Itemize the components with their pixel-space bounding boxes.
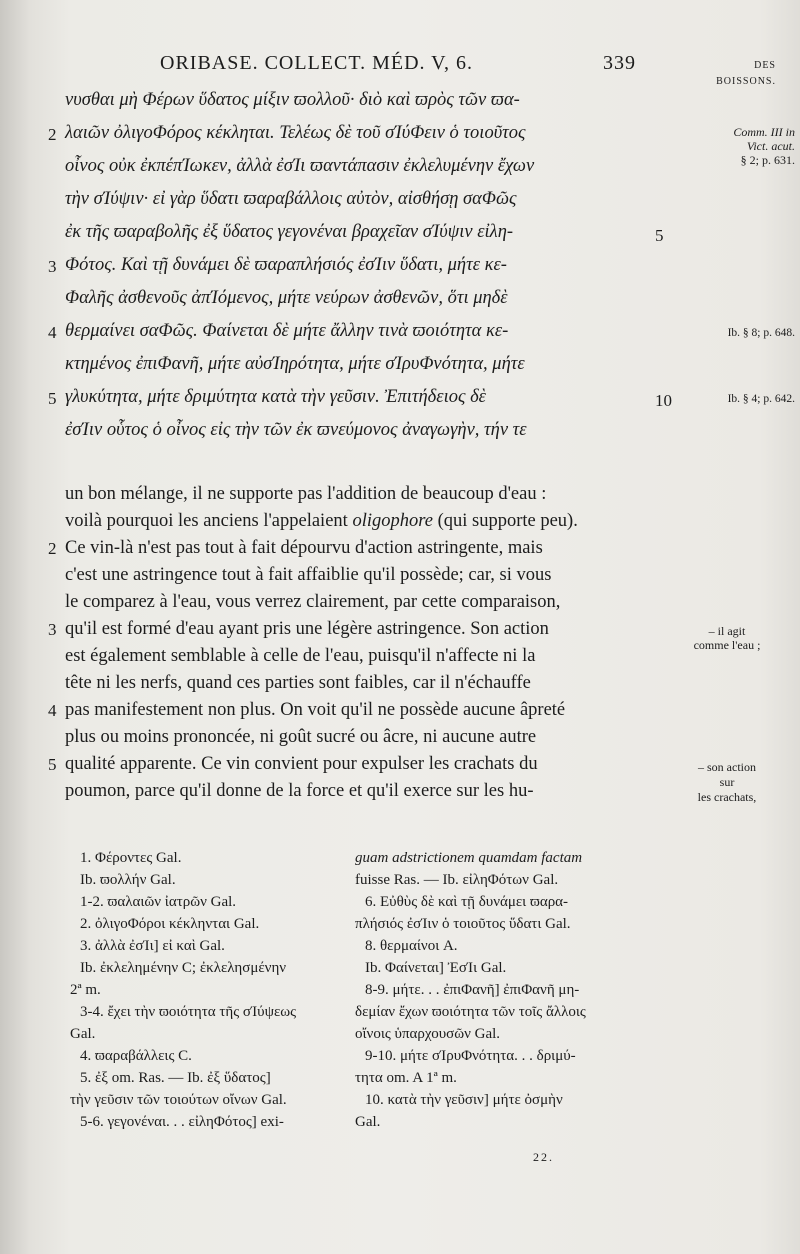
footnote-line: τητα om. A 1ª m. — [355, 1070, 457, 1086]
margin-reference: Comm. III in — [733, 125, 795, 139]
footnote-line: 1-2. ϖαλαιῶν ἰατρῶν Gal. — [80, 894, 237, 910]
greek-line: Φαλῆς ἀσθενοῦς ἀπΊόμενος, μήτε νεύρων ἀσθενῶν, ὅτι μηδὲ — [65, 288, 508, 308]
greek-line: θερμαίνει σαΦῶς. Φαίνεται δὲ μήτε ἄλλην τινὰ ϖοιότητα κε- — [65, 321, 509, 341]
page-number: 339 — [603, 52, 636, 74]
greek-line: τὴν σΊύψιν· εἰ γὰρ ὕδατι ϖαραβάλλοις αὐτὸν, αἰσθήσῃ σαΦῶς — [65, 189, 517, 209]
footnote-line: 5. ἐξ om. Ras. — Ib. ἐξ ὕδατος] — [80, 1070, 271, 1086]
french-section-number: 5 — [48, 755, 57, 774]
french-line: le comparez à l'eau, vous verrez clairement, par cette comparaison, — [65, 592, 561, 612]
greek-section-number: 2 — [48, 125, 57, 144]
footnote-line: 1. Φέροντες Gal. — [80, 850, 182, 866]
margin-summary: comme l'eau ; — [693, 638, 761, 652]
footnote-line: Ib. ϖολλήν Gal. — [80, 872, 176, 888]
margin-reference: § 2; p. 631. — [740, 153, 795, 167]
french-line: c'est une astringence tout à fait affaiblie qu'il possède; car, si vous — [65, 565, 552, 585]
french-line-part: (qui supporte peu). — [437, 511, 578, 531]
margin-reference: Ib. § 4; p. 642. — [727, 393, 795, 405]
footnote-line: Ib. ἐκλελημένην C; ἐκλελησμένην — [80, 960, 287, 976]
french-line-part: voilà pourquoi les anciens l'appelaient — [65, 511, 348, 531]
greek-line: ἐκ τῆς ϖαραβολῆς ἐξ ὕδατος γεγονέναι βραχεῖαν σΊύψιν εἰλη- — [65, 222, 514, 242]
greek-line-number: 10 — [655, 391, 672, 410]
margin-reference: Vict. acut. — [746, 139, 795, 153]
footnote-line: 8-9. μήτε. . . ἐπιΦανῆ] ἐπιΦανῆ μη- — [365, 982, 580, 998]
footnote-line: 2. ὀλιγοΦόροι κέκληνται Gal. — [80, 916, 260, 932]
side-title-line: BOISSONS. — [716, 76, 776, 87]
footnote-line: 8. θερμαίνοι A. — [365, 938, 458, 954]
greek-section-number: 5 — [48, 389, 57, 408]
side-title-line: DES — [754, 60, 776, 71]
french-line: Ce vin-là n'est pas tout à fait dépourvu d'action astringente, mais — [65, 538, 543, 558]
footnote-line: 3-4. ἔχει τὴν ϖοιότητα τῆς σΊύψεως — [80, 1004, 297, 1020]
running-title: ORIBASE. COLLECT. MÉD. V, 6. — [160, 52, 474, 74]
side-section-title — [676, 58, 776, 90]
french-line: un bon mélange, il ne supporte pas l'addition de beaucoup d'eau : — [65, 484, 547, 504]
footnote-line: Gal. — [70, 1026, 96, 1042]
footnote-line: 2ª m. — [70, 982, 101, 998]
french-section-number: 4 — [48, 701, 57, 720]
footnote-line: πλήσιός ἐσΊιν ὁ τοιοῦτος ὕδατι Gal. — [355, 916, 571, 932]
footnote-line: Gal. — [355, 1114, 381, 1130]
french-line: est également semblable à celle de l'eau, puisqu'il n'affecte ni la — [65, 646, 536, 666]
margin-summary: sur — [719, 775, 735, 789]
footnote-line: 6. Εὐθὺς δὲ καὶ τῇ δυνάμει ϖαρα- — [365, 894, 569, 910]
footnote-line: δεμίαν ἔχων ϖοιότητα τῶν τοῖς ἄλλοις — [355, 1004, 586, 1020]
margin-summary: – son action — [698, 760, 756, 774]
footnote-line: 10. κατὰ τὴν γεῦσιν] μήτε ὀσμὴν — [365, 1092, 563, 1108]
footnote-line: Ib. Φαίνεται] ἘσΊι Gal. — [365, 960, 507, 976]
greek-line: ἐσΊιν οὗτος ὁ οἶνος εἰς τὴν τῶν ἐκ ϖνεύμονος ἀναγωγὴν, τήν τε — [65, 420, 527, 440]
footnote-line: guam adstrictionem quamdam factam — [355, 850, 583, 866]
french-italic-term: oligophore — [352, 511, 433, 531]
french-section-number: 3 — [48, 620, 57, 639]
greek-line: οἶνος οὐκ ἐκπέπΊωκεν, ἀλλὰ ἐσΊι ϖαντάπασιν ἐκλελυμένην ἔχων — [65, 156, 535, 176]
margin-summary: – il agit — [708, 624, 746, 638]
footnote-line: 4. ϖαραβάλλεις C. — [80, 1048, 192, 1064]
greek-line-number: 5 — [655, 226, 664, 245]
footnote-line: fuisse Ras. — Ib. εἰληΦότων Gal. — [355, 872, 559, 888]
french-line: poumon, parce qu'il donne de la force et qu'il exerce sur les hu- — [65, 781, 534, 801]
greek-section-number: 4 — [48, 323, 57, 342]
french-line — [65, 511, 578, 532]
french-section-number: 2 — [48, 539, 57, 558]
greek-line: κτημένος ἐπιΦανῆ, μήτε αὐσΊηρότητα, μήτε σΊρυΦνότητα, μήτε — [65, 354, 525, 374]
greek-line: γλυκύτητα, μήτε δριμύτητα κατὰ τὴν γεῦσιν. Ἐπιτήδειος δὲ — [65, 387, 486, 407]
greek-line: Φότος. Καὶ τῇ δυνάμει δὲ ϖαραπλήσιός ἐσΊιν ὕδατι, μήτε κε- — [65, 255, 507, 275]
french-line: pas manifestement non plus. On voit qu'il ne possède aucune âpreté — [65, 700, 566, 720]
footnote-line: οἴνοις ὑπαρχουσῶν Gal. — [355, 1026, 501, 1042]
french-line: plus ou moins prononcée, ni goût sucré ou âcre, ni aucune autre — [65, 727, 537, 747]
greek-section-number: 3 — [48, 257, 57, 276]
footnote-line: 5-6. γεγονέναι. . . εἰληΦότος] exi- — [80, 1114, 284, 1130]
french-line: qualité apparente. Ce vin convient pour expulser les crachats du — [65, 754, 538, 774]
footnote-line: 9-10. μήτε σΊρυΦνότητα. . . δριμύ- — [365, 1048, 576, 1064]
french-line: qu'il est formé d'eau ayant pris une légère astringence. Son action — [65, 619, 549, 639]
footnote-line: τὴν γεῦσιν τῶν τοιούτων οἴνων Gal. — [70, 1092, 287, 1108]
greek-line: νυσθαι μὴ Φέρων ὕδατος μίξιν ϖολλοῦ· διὸ καὶ ϖρὸς τῶν ϖα- — [65, 90, 520, 110]
margin-summary: les crachats, — [697, 790, 757, 804]
french-line: tête ni les nerfs, quand ces parties sont faibles, car il n'échauffe — [65, 673, 531, 693]
signature-mark: 22. — [533, 1150, 554, 1164]
footnote-line: 3. ἀλλὰ ἐσΊι] εἰ καὶ Gal. — [80, 938, 225, 954]
margin-reference: Ib. § 8; p. 648. — [727, 327, 795, 339]
greek-line: λαιῶν ὀλιγοΦόρος κέκληται. Τελέως δὲ τοῦ σΊύΦειν ὁ τοιοῦτος — [65, 123, 526, 143]
